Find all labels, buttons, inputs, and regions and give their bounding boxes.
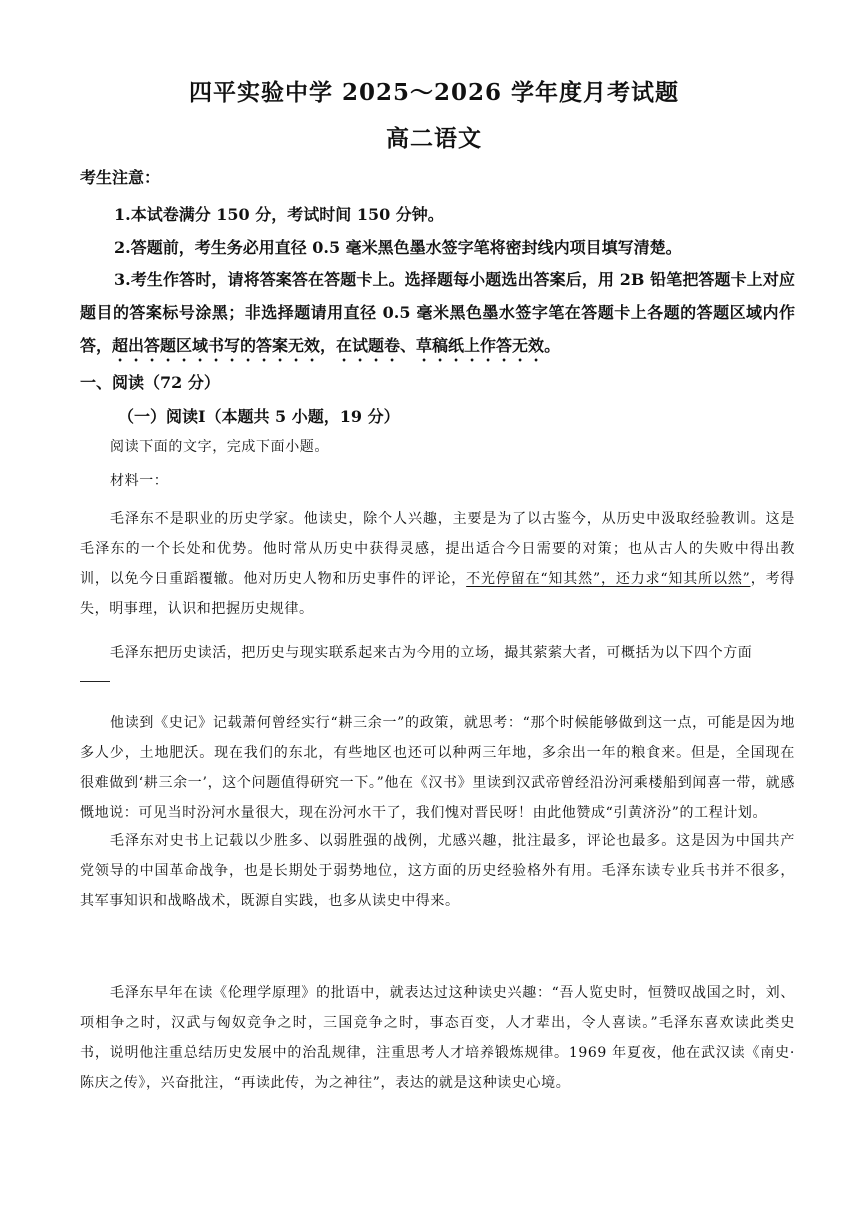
notice-emphasis-1: 超出答题区域书写的答案无效 bbox=[112, 336, 321, 355]
dash-line bbox=[80, 681, 110, 682]
paragraph-1-end: ，考得失，明事理，认识和把握历史规律。 bbox=[80, 571, 795, 617]
exam-subject: 高二语文 bbox=[386, 125, 482, 152]
paragraph-1-text: 毛泽东不是职业的历史学家。他读史，除个人兴趣，主要是为了以古鉴今，从历史中汲取经验教训。这是毛泽东的一个长处和优势。他时常从历史中获得灵感，提出适合今日需要的对策；也从古人的失败中得出教训，以免今日重蹈覆辙。他对历史人物和历史事件的评论， bbox=[80, 511, 795, 587]
section-heading: 一、阅读（72 分） bbox=[80, 373, 220, 392]
reading-instruction: 阅读下面的文字，完成下面小题。 bbox=[110, 439, 329, 455]
notice-emphasis-2: 在试题卷、草稿纸上作答无效 bbox=[336, 336, 545, 355]
passage-paragraph-4: 毛泽东对史书上记载以少胜多、以弱胜强的战例，尤感兴趣，批注最多，评论也最多。这是因为中国共产党领导的中国革命战争，也是长期处于弱势地位，这方面的历史经验格外有用。毛泽东读专业兵书并不很多，其军事知识和战略战术，既源自实践，也多从读史中得来。 bbox=[80, 833, 795, 909]
notice-item-1: 1.本试卷满分 150 分，考试时间 150 分钟。 bbox=[114, 205, 444, 224]
notice-item-2: 2.答题前，考生务必用直径 0.5 毫米黑色墨水签字笔将密封线内项目填写清楚。 bbox=[114, 238, 682, 257]
subsection-heading: （一）阅读Ⅰ（本题共 5 小题，19 分） bbox=[118, 407, 400, 426]
notice-heading: 考生注意： bbox=[80, 168, 161, 187]
notice-item-3-end: 。 bbox=[544, 336, 561, 355]
material-label: 材料一： bbox=[110, 473, 169, 489]
underlined-phrase: 不光停留在“知其然”，还力求“知其所以然” bbox=[466, 571, 751, 587]
notice-item-3 bbox=[80, 263, 795, 365]
passage-paragraph-1 bbox=[80, 504, 795, 624]
passage-paragraph-2: 毛泽东把历史读活，把历史与现实联系起来古为今用的立场，撮其萦萦大者，可概括为以下四个方面 bbox=[110, 645, 753, 661]
exam-title: 四平实验中学 2025～2026 学年度月考试题 bbox=[188, 79, 680, 106]
notice-item-3-comma: ， bbox=[320, 336, 337, 355]
notice-item-3-text: 3.考生作答时，请将答案答在答题卡上。选择题每小题选出答案后，用 2B 铅笔把答题卡上对应题目的答案标号涂黑；非选择题请用直径 0.5 毫米黑色墨水签字笔在答题卡上各题的答题区域内作答， bbox=[80, 270, 795, 355]
passage-paragraph-3: 他读到《史记》记载萧何曾经实行“耕三余一”的政策，就思考：“那个时候能够做到这一点，可能是因为地多人少，土地肥沃。现在我们的东北，有些地区也还可以种两三年地，多余出一年的粮食来。但是，全国现在很难做到‘耕三余一’，这个问题值得研究一下。”他在《汉书》里读到汉武帝曾经沿汾河乘楼船到闻喜一带，就感慨地说：可见当时汾河水量很大，现在汾河水干了，我们愧对晋民呀！由此他赞成“引黄济汾”的工程计划。 bbox=[80, 715, 795, 821]
passage-paragraph-5: 毛泽东早年在读《伦理学原理》的批语中，就表达过这种读史兴趣：“吾人览史时，恒赞叹战国之时，刘、项相争之时，汉武与匈奴竞争之时，三国竞争之时，事态百变，人才辈出，令人喜读。”毛泽东喜欢读此类史书，说明他注重总结历史发展中的治乱规律，注重思考人才培养锻炼规律。1969 年夏夜，他在武汉读《南史·陈庆之传》，兴奋批注，“再读此传，为之神往”，表达的就是这种读史心境。 bbox=[80, 985, 795, 1091]
